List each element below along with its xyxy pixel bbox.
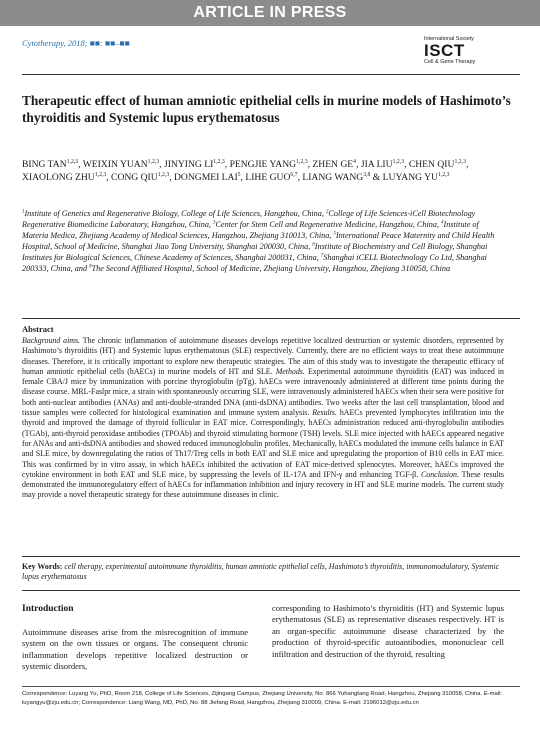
abstract-heading: Abstract <box>22 324 54 334</box>
abstract-background-text: The chronic inflammation of autoimmune diseases develops repetitive localized destruction or systemic disorders, represented by Hashimoto’s thyroiditis (HT) and Systemic lupus erythematosus (SLE) respectively. Currently, there are no efficient ways to treat these autoimmune diseases. Therefore, it is critically important to explore new therapeutic strategies. The aim of this study was to investigate the therapeutic efficacy of human amniotic epithelial cells (hAECs) in murine models of HT and SLE. <box>22 336 504 376</box>
abstract-body <box>22 336 504 501</box>
author-list: BING TAN$^{1,2,3}$, WEIXIN YUAN$^{1,2,3}$, JINYING LI$^{1,2,3}$, PENGJIE YANG$^{1,2,3}$, ZHEN $GE^4$, JIA LIU$^{1,2,3}$, CHEN QIU$^{1,2,3}$, XIAOLONG ZHU$^{1,2,3}$, CONG QIU$^{1,2,3}$, DONGMEI LAI$^5$, LIHE GUO$^{6,7}$, LIANG WANG$^{3,8}$ & LUYANG YU$^{1,2,3}$ <box>22 158 469 183</box>
abstract-background-label: Background aims. <box>22 336 81 345</box>
article-title: Therapeutic effect of human amniotic epithelial cells in murine models of Hashimoto’s thyroiditis and Systemic lupus erythematosus <box>22 93 511 125</box>
abstract-results-label: Results. <box>309 408 337 418</box>
logo-isct-text: ISCT <box>424 41 465 60</box>
intro-rule <box>22 590 520 591</box>
abstract-methods-label: Methods. <box>272 366 305 376</box>
introduction-heading: Introduction <box>22 604 74 614</box>
abstract-results-text: hAECs prevented lymphocytes infiltration into the thyroid and improved the damage of thyroid follicular in EAT mice. Correspondingly, hAECs administration reduced anti-thyroglobulin antibodies (TGAb), anti-thyroid peroxidase antibodies (TPOAb) and thyroid stimulating hormone (TSH) levels. SLE mice injected with hAECs appeared negative for ANAs and anti-dsDNA antibodies and showed reduced immunoglobulin profiles. Mechanically, hAECs modulated the immune cells balance in EAT and SLE mice, by downregulating the ratios of Th17/Treg cells in both EAT and SLE mice and upregulating the proportion of B10 cells in EAT mice. This was confirmed by in vitro assay, in which hAECs inhibited the activation of EAT mice-derived splenocytes. Moreover, hAECs improved the cytokine environment in both EAT and SLE mice, by suppressing the levels of IL-17A and IFN-γ and enhancing TGF-β. <box>22 408 504 479</box>
journal-reference[interactable]: Cytotherapy, 2018; ■■: ■■–■■ <box>22 38 130 48</box>
header-rule <box>22 74 520 75</box>
intro-left-column: Autoimmune diseases arise from the misrecognition of immune system on the own tissues or organs. The consequent chronic inflammation develops repetitive localized destruction or systemic disorders, <box>22 627 248 672</box>
keywords-rule <box>22 556 520 557</box>
keywords-text: cell therapy, experimental autoimmune thyroiditis, human amniotic epithelial cells, Hashimoto’s thyroiditis, immunomodulatory, Systemic lupus erythematosus <box>22 562 500 582</box>
article-in-press-banner: ARTICLE IN PRESS <box>0 0 540 26</box>
logo-tagline-text: Cell & Gene Therapy <box>424 59 476 65</box>
footnote-rule <box>22 686 520 687</box>
keywords-label: Key Words: <box>22 562 63 571</box>
keywords <box>22 562 504 583</box>
abstract-conclusion-label: Conclusion. <box>418 469 459 479</box>
affiliations: $^1$Institute of Genetics and Regenerative Biology, College of Life Sciences, Hangzhou, China, $^2$College of Life Sciences-iCell Biotechnology Regenerative Biomedicine Laboratory, Hangzhou, China, $^3$Center for Stem Cell and Regenerative Medicine, Hangzhou, China, $^4$Institute of Materia Medica, Zhejiang Academy of Medical Sciences, Hangzhou, Zhejiang 310013, China, $^5$International Peace Maternity and Child Health Hospital, School of Medicine, Shanghai Jiao Tong University, Shanghai 200030, China, $^6$Institute of Biochemistry and Cell Biology, Shanghai Institutes for Biological Sciences, Chinese Academy of Sciences, Shanghai 200031, China, $^7$Shanghai iCELL Biotechnology Co Ltd, Shanghai 200333, China, and $^8$The Second Affiliated Hospital, School of Medicine, Zhejiang University, Hangzhou, Zhejiang 310058, China <box>22 209 495 273</box>
intro-right-column: corresponding to Hashimoto’s thyroiditis (HT) and Systemic lupus erythematosus (SLE) as representative diseases respectively. HT is an organ-specific autoimmune disease characterized by the production of thyroid-specific autoantibodies, mononuclear cell infiltration and destruction of the thyroid, resulting <box>272 603 504 659</box>
abstract-conclusion-text: These results demonstrated the immunoregulatory effect of hAECs for inflammation inhibition and injury recovery in HT and SLE murine models. The current study may provide a novel therapeutic strategy for these autoimmune diseases in clinic. <box>22 469 504 500</box>
logo-society-text: International Society <box>424 36 474 42</box>
abstract-methods-text: Experimental autoimmune thyroiditis (EAT) was induced in female CBA/J mice by immunization with porcine thyroglobulin (pTg). hAECs were intravenously administered at different time points during the disease course. MRL-Faslpr mice, a strain with spontaneously occurring SLE, were intravenously administered hAECs when their sera were positive for both anti-nuclear antibodies (ANAs) and anti-double-stranded DNA (anti-dsDNA) antibodies. Two weeks after the last cell transplantation, blood and tissue samples were collected for histological examination and immune system analysis. <box>22 366 505 418</box>
correspondence-footnote: Correspondence: Luyang Yu, PhD, Room 218, College of Life Sciences, Zijingang Campus, Zhejiang University, No. 866 Yuhangtang Road, Hangzhou, Zhejiang 310058, China. E-mail: luyangyu@zju.edu.cn; Correspondence: Liang Wang, MD, PhD, No. 88 Jiefang Road, Hangzhou, Zhejiang 310009, China. E-mail: 2196012@zju.edu.cn <box>22 691 503 706</box>
isct-logo <box>424 36 524 65</box>
abstract-top-rule <box>22 318 520 319</box>
